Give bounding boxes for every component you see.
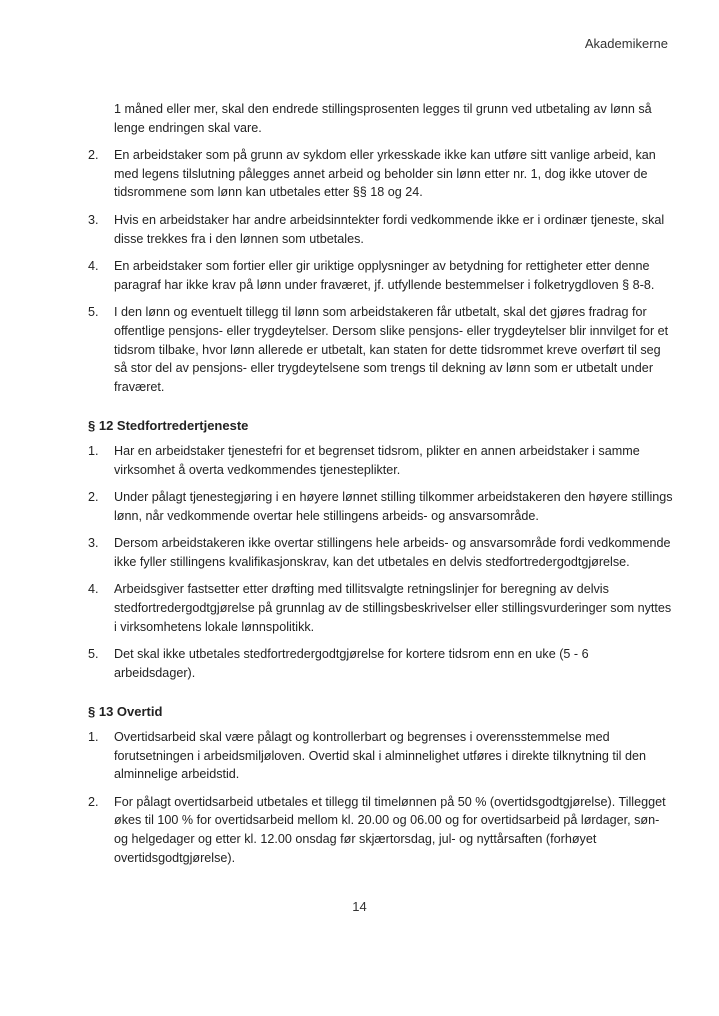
list-item-number: 3. (88, 536, 99, 551)
section-heading: § 12 Stedfortredertjeneste (88, 418, 249, 434)
document-body (88, 100, 673, 876)
list-item-number: 4. (88, 259, 99, 274)
list-item-text: Overtidsarbeid skal være pålagt og kontrollerbart og begrenses i overensstemmelse med forutsetningen i arbeidsmiljøloven. Overtid skal i alminnelighet utføres i direkte tilknytning til den alminnelige arbeidstid. (114, 730, 646, 782)
list-item (88, 146, 673, 202)
section-13 (88, 703, 673, 867)
section-heading: § 13 Overtid (88, 704, 163, 720)
page-number: 14 (352, 899, 367, 914)
list-item (88, 793, 673, 867)
list-item-number: 2. (88, 148, 99, 163)
list-item-text: En arbeidstaker som fortier eller gir uriktige opplysninger av betydning for rettigheter etter denne paragraf har ikke krav på lønn under fraværet, jf. utfyllende bestemmelser i folketrygdloven § 8-8. (114, 259, 655, 292)
list-item-number: 5. (88, 305, 99, 320)
list-item-text: Hvis en arbeidstaker har andre arbeidsinntekter fordi vedkommende ikke er i ordinær tjeneste, skal disse trekkes fra i den lønnen som utbetales. (114, 212, 665, 246)
list-item-number: 4. (88, 582, 99, 597)
list-item-number: 1. (88, 730, 99, 745)
list-item-number: 3. (88, 212, 99, 227)
list-item (88, 488, 673, 525)
list-item (88, 442, 673, 479)
continued-paragraph: 1 måned eller mer, skal den endrede stillingsprosenten legges til grunn ved utbetaling av lønn så lenge endringen skal vare. (114, 102, 652, 135)
list-item-text: En arbeidstaker som på grunn av sykdom eller yrkesskade ikke kan utføre sitt vanlige arbeid, kan med legens tilslutning pålegges annet arbeid og beholder sin lønn etter nr. 1, dog ikke utover de tidsrommene som lønn kan utbetales etter §§ 18 og 24. (114, 148, 656, 200)
list-item (88, 211, 673, 248)
list-item (88, 580, 673, 636)
list-item-text: For pålagt overtidsarbeid utbetales et tillegg til timelønnen på 50 % (overtidsgodtgjørelse). Tillegget økes til 100 % for overtidsarbeid mellom kl. 20.00 og 06.00 og for overtidsarbeid på lørdager, søn- og helgedager og etter kl. 12.00 onsdag før skjærtorsdag, jul- og nyttårsaften (forhøyet overtidsgodtgjørelse). (114, 794, 666, 865)
list-item (88, 257, 673, 294)
list-item (88, 728, 673, 784)
list-item (88, 534, 673, 571)
list-item-number: 2. (88, 490, 99, 505)
list-item-text: Arbeidsgiver fastsetter etter drøfting med tillitsvalgte retningslinjer for beregning av delvis stedfortredergodtgjørelse på grunnlag av de stillingsbeskrivelser eller stillingsvurderinger som nyttes i virksomhetens lokale lønnspolitikk. (114, 582, 672, 634)
list-item-text: Det skal ikke utbetales stedfortredergodtgjørelse for kortere tidsrom enn en uke (5 - 6 arbeidsdager). (114, 647, 589, 680)
list-item-text: I den lønn og eventuelt tillegg til lønn som arbeidstakeren får utbetalt, skal det gjøres fradrag for offentlige pensjons- eller trygdeytelser. Dersom slike pensjons- eller trygdeytelser blir innvilget for et tidsrom tilbake, hvor lønn allerede er utbetalt, kan staten for dette tidsrommet kreve overført til seg så stor del av pensjons- eller trygdeytelsene som trengs til dekning av lønn som er utbetalt under fraværet. (114, 305, 669, 394)
list-item (88, 303, 673, 396)
continued-list (88, 146, 673, 396)
section-12 (88, 417, 673, 682)
list-item-text: Har en arbeidstaker tjenestefri for et begrenset tidsrom, plikter en annen arbeidstaker i samme virksomhet å overta vedkommendes tjenesteplikter. (114, 443, 640, 477)
list-item-number: 5. (88, 647, 99, 662)
list-item (88, 645, 673, 682)
list-item-text: Dersom arbeidstakeren ikke overtar stillingens hele arbeids- og ansvarsområde fordi vedkommende ikke fyller stillingens kvalifikasjonskrav, kan det utbetales en delvis stedfortredergodtgjørelse. (114, 536, 671, 569)
list-item-text: Under pålagt tjenestegjøring i en høyere lønnet stilling tilkommer arbeidstakeren den høyere stillings lønn, når vedkommende overtar hele stillingens arbeids- og ansvarsområde. (114, 490, 673, 523)
page-header-organization: Akademikerne (584, 36, 668, 51)
list-item-number: 1. (88, 443, 99, 458)
list-item-number: 2. (88, 794, 99, 809)
